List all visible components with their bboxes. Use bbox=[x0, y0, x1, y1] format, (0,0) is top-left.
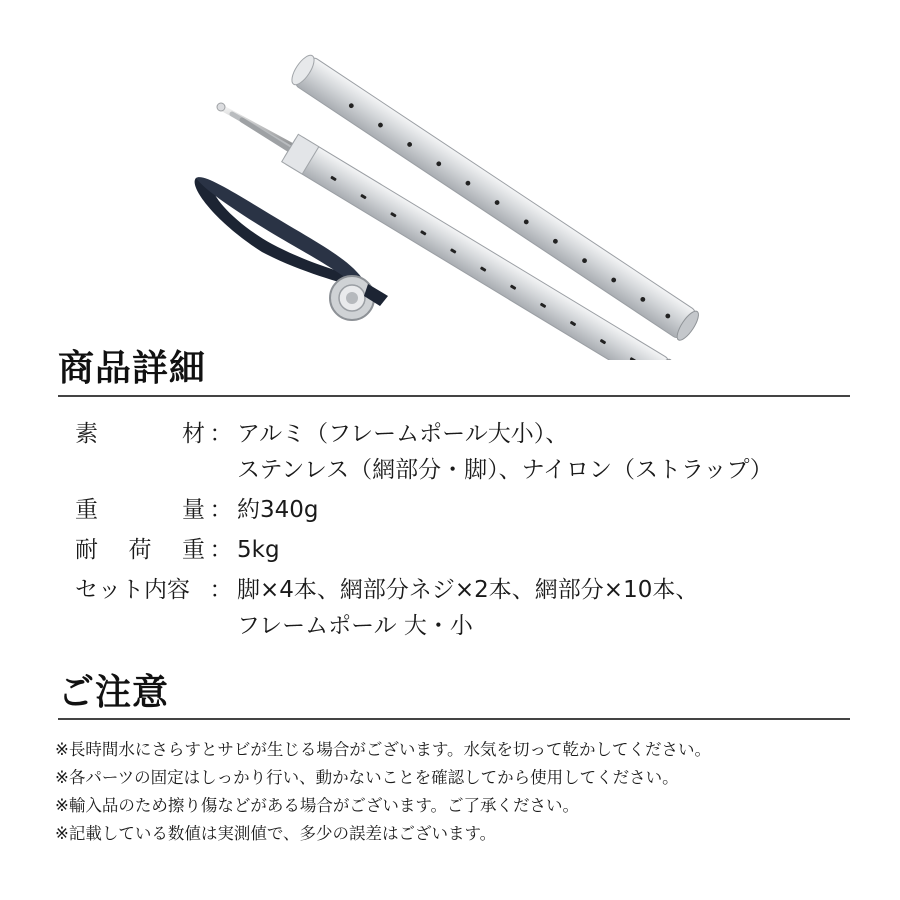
spec-table bbox=[75, 416, 855, 644]
spec-label: 素 材 bbox=[75, 421, 205, 447]
caution-heading: ご注意 bbox=[58, 672, 170, 713]
spec-label: 重 量 bbox=[75, 497, 205, 523]
spec-value: 5kg bbox=[237, 537, 280, 563]
spec-colon: ： bbox=[209, 421, 233, 447]
steel-rods bbox=[217, 103, 296, 154]
spec-row-load-capacity bbox=[75, 532, 855, 568]
details-divider bbox=[58, 395, 850, 397]
caution-note: ※長時間水にさらすとサビが生じる場合がございます。水気を切って乾かしてください。 bbox=[55, 740, 712, 759]
caution-note: ※輸入品のため擦り傷などがある場合がございます。ご了承ください。 bbox=[55, 796, 580, 815]
strap-metal-cap bbox=[330, 276, 388, 320]
spec-label: セット内容 bbox=[75, 577, 190, 603]
caution-note: ※記載している数値は実測値で、多少の誤差はございます。 bbox=[55, 824, 497, 843]
spec-colon: ： bbox=[209, 497, 233, 523]
caution-divider bbox=[58, 718, 850, 720]
spec-value: 脚×4本、網部分ネジ×2本、網部分×10本、 フレームポール 大・小 bbox=[237, 577, 699, 639]
caution-note: ※各パーツの固定はしっかり行い、動かないことを確認してから使用してください。 bbox=[55, 768, 679, 787]
spec-label: 耐 荷 重 bbox=[75, 537, 205, 563]
caution-notes bbox=[55, 736, 875, 848]
spec-colon: ： bbox=[209, 577, 233, 603]
details-heading: 商品詳細 bbox=[58, 348, 207, 389]
spec-row-weight bbox=[75, 492, 855, 528]
spec-value: 約340g bbox=[237, 497, 319, 523]
spec-value: アルミ（フレームポール大小）、 ステンレス（網部分・脚）、ナイロン（ストラップ） bbox=[237, 421, 773, 483]
product-photo bbox=[0, 0, 900, 360]
spec-row-set-contents bbox=[75, 572, 855, 644]
spec-colon: ： bbox=[209, 537, 233, 563]
spec-row-material bbox=[75, 416, 855, 488]
